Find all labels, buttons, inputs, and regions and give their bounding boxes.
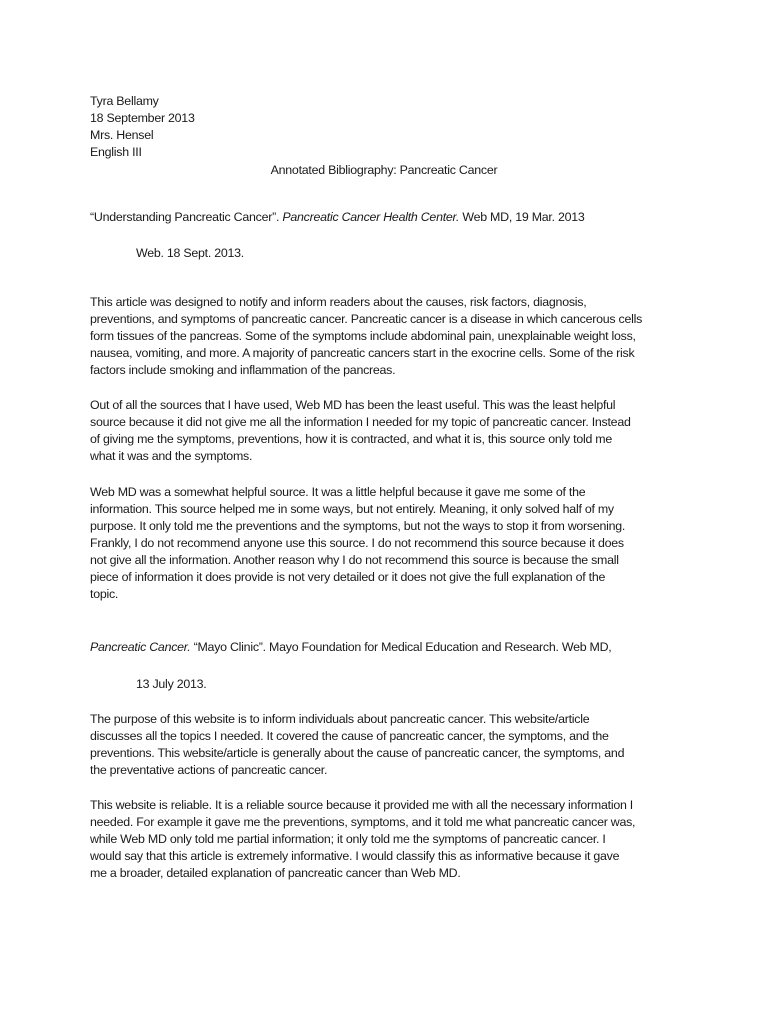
- citation-2-continued: 13 July 2013.: [136, 677, 207, 691]
- annotation-1-paragraph-3: [90, 484, 625, 603]
- annotation-1-paragraph-2: [90, 397, 631, 465]
- text-line: would say that this article is extremely informative. I would classify this as informative because it gave: [90, 849, 620, 863]
- annotation-1-paragraph-1: [90, 294, 642, 379]
- citation-1-site: Pancreatic Cancer Health Center.: [282, 210, 460, 224]
- text-line: source because it did not give me all the information I needed for my topic of pancreatic cancer. Instead: [90, 415, 631, 429]
- text-line: nausea, vomiting, and more. A majority of pancreatic cancers start in the exocrine cells. Some of the risk: [90, 346, 635, 360]
- text-line: me a broader, detailed explanation of pancreatic cancer than Web MD.: [90, 866, 461, 880]
- annotation-2-paragraph-1: [90, 711, 624, 779]
- text-line: This website is reliable. It is a reliable source because it provided me with all the necessary information I: [90, 798, 633, 812]
- text-line: of giving me the symptoms, preventions, how it is contracted, and what it is, this source only told me: [90, 432, 613, 446]
- text-line: topic.: [90, 587, 119, 601]
- text-line: information. This source helped me in some ways, but not entirely. Meaning, it only solved half of my: [90, 502, 614, 516]
- text-line: while Web MD only told me partial information; it only told me the symptoms of pancreatic cancer. I: [90, 832, 606, 846]
- annotation-2-paragraph-2: [90, 797, 635, 882]
- citation-2-title: Pancreatic Cancer.: [90, 640, 191, 654]
- text-line: not give all the information. Another reason why I do not recommend this source is because the small: [90, 553, 619, 567]
- text-line: preventions. This website/article is generally about the cause of pancreatic cancer, the symptoms, and: [90, 746, 625, 760]
- text-line: The purpose of this website is to inform individuals about pancreatic cancer. This website/article: [90, 712, 590, 726]
- text-line: discusses all the topics I needed. It covered the cause of pancreatic cancer, the symptoms, and the: [90, 729, 609, 743]
- text-line: factors include smoking and inflammation of the pancreas.: [90, 363, 396, 377]
- text-line: purpose. It only told me the preventions and the symptoms, but not the ways to stop it from worsening.: [90, 519, 626, 533]
- citation-1-title: “Understanding Pancreatic Cancer”.: [90, 210, 283, 224]
- citation-2: [90, 639, 612, 656]
- text-line: form tissues of the pancreas. Some of the symptoms include abdominal pain, unexplainable weight loss,: [90, 329, 636, 343]
- text-line: This article was designed to notify and inform readers about the causes, risk factors, diagnosis,: [90, 295, 587, 309]
- text-line: Frankly, I do not recommend anyone use this source. I do not recommend this source because it does: [90, 536, 624, 550]
- date: 18 September 2013: [90, 111, 195, 125]
- document-title: Annotated Bibliography: Pancreatic Cancer: [270, 163, 498, 177]
- heading-block: [90, 93, 195, 161]
- teacher: Mrs. Hensel: [90, 128, 154, 142]
- text-line: what it was and the symptoms.: [90, 449, 253, 463]
- student-name: Tyra Bellamy: [90, 94, 159, 108]
- text-line: the preventative actions of pancreatic cancer.: [90, 763, 328, 777]
- text-line: piece of information it does provide is not very detailed or it does not give the full explanation of the: [90, 570, 606, 584]
- text-line: Web MD was a somewhat helpful source. It was a little helpful because it gave me some of the: [90, 485, 586, 499]
- citation-1-continued: Web. 18 Sept. 2013.: [136, 246, 244, 260]
- citation-1: [90, 209, 585, 226]
- course: English III: [90, 145, 142, 159]
- text-line: Out of all the sources that I have used, Web MD has been the least useful. This was the least helpful: [90, 398, 616, 412]
- text-line: preventions, and symptoms of pancreatic cancer. Pancreatic cancer is a disease in which cancerous cells: [90, 312, 643, 326]
- citation-1-rest: Web MD, 19 Mar. 2013: [459, 210, 585, 224]
- text-line: needed. For example it gave me the preventions, symptoms, and it told me what pancreatic cancer was,: [90, 815, 636, 829]
- citation-2-rest: “Mayo Clinic”. Mayo Foundation for Medical Education and Research. Web MD,: [190, 640, 612, 654]
